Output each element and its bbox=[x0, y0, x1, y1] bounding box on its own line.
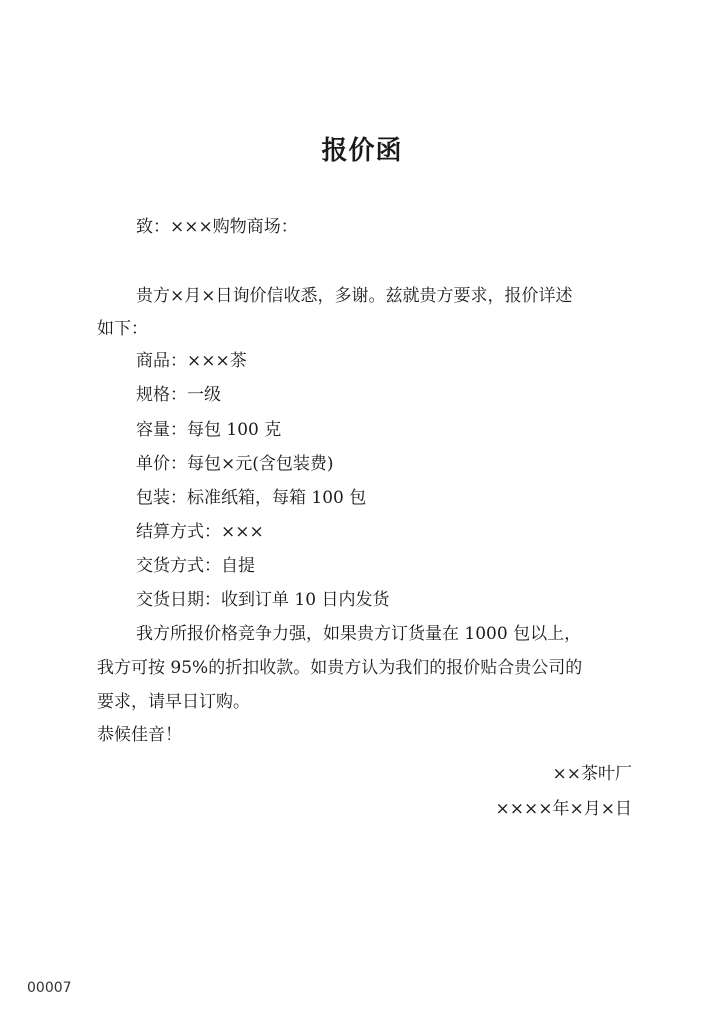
salutation: 致：×××购物商场： bbox=[136, 217, 298, 237]
document-title: 报价函 bbox=[321, 136, 403, 166]
paragraph-1-line-2: 如下： bbox=[97, 319, 148, 339]
paragraph-2-line-2: 我方可按 95%的折扣收款。如贵方认为我们的报价贴合贵公司的 bbox=[97, 658, 583, 678]
paragraph-2-line-3: 要求，请早日订购。 bbox=[97, 692, 250, 712]
item-settlement: 结算方式：××× bbox=[136, 522, 264, 542]
item-delivery-method: 交货方式：自提 bbox=[136, 556, 255, 576]
page-number: 00007 bbox=[27, 980, 72, 996]
item-delivery-date: 交货日期：收到订单 10 日内发货 bbox=[136, 590, 390, 610]
date: ××××年×月×日 bbox=[495, 799, 632, 819]
item-packaging: 包装：标准纸箱，每箱 100 包 bbox=[136, 488, 367, 508]
item-unit-price: 单价：每包×元(含包装费) bbox=[136, 454, 334, 474]
closing: 恭候佳音！ bbox=[97, 725, 182, 745]
paragraph-1-line-1: 贵方×月×日询价信收悉，多谢。兹就贵方要求，报价详述 bbox=[136, 286, 573, 306]
item-product: 商品：×××茶 bbox=[136, 351, 247, 371]
item-capacity: 容量：每包 100 克 bbox=[136, 420, 282, 440]
item-spec: 规格：一级 bbox=[136, 385, 221, 405]
paragraph-2-line-1: 我方所报价格竞争力强，如果贵方订货量在 1000 包以上， bbox=[136, 624, 582, 644]
signature: ××茶叶厂 bbox=[552, 764, 632, 784]
